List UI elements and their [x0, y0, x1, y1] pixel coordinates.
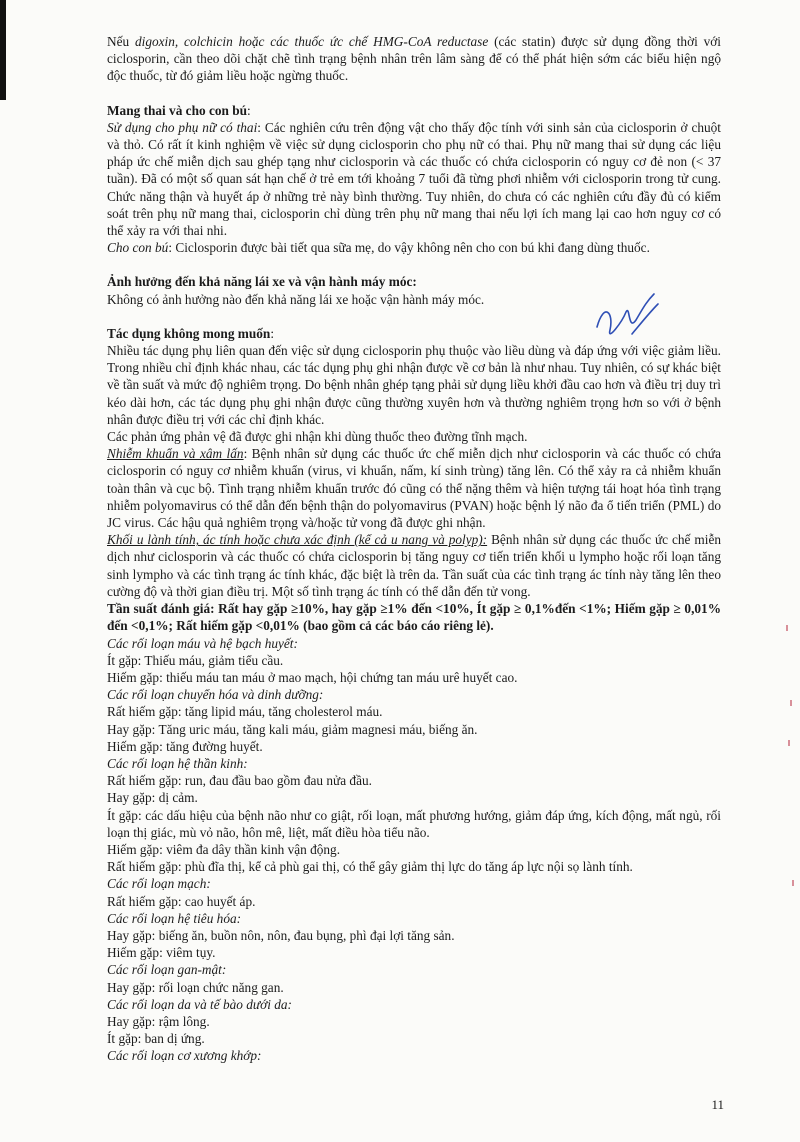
category-heading	[107, 875, 721, 892]
scan-mark	[788, 740, 790, 746]
text-run: Các phản ứng phản vệ đã được ghi nhận khi dùng thuốc theo đường tĩnh mạch.	[107, 429, 528, 445]
text-run: (các statin) được sử dụng đồng thời với ciclosporin, cần theo dõi chặt chẽ tình trạng bệnh nhân trên lâm sàng để có thể phát hiện sớm các biểu hiện ngộ độc thuốc, từ đó giảm liều hoặc ngừng thuốc.	[107, 34, 722, 84]
text-run: Các rối loạn hệ tiêu hóa:	[107, 910, 242, 926]
text-run: Các rối loạn gan-mật:	[107, 962, 227, 978]
text-run: : Ciclosporin được bài tiết qua sữa mẹ, do vậy không nên cho con bú khi đang dùng thuốc.	[168, 240, 650, 256]
text-run: Các rối loạn cơ xương khớp:	[107, 1048, 262, 1064]
text-run: Khối u lành tính, ác tính hoặc chưa xác định (kể cả u nang và polyp):	[107, 532, 488, 548]
text-run: Các rối loạn mạch:	[107, 876, 211, 892]
text-run: Các rối loạn máu và hệ bạch huyết:	[107, 635, 298, 651]
list-item	[107, 841, 721, 858]
category-heading	[107, 961, 721, 978]
category-heading	[107, 1047, 721, 1064]
page-number: 11	[711, 1097, 724, 1112]
list-item	[107, 738, 721, 755]
text-run: Ảnh hưởng đến khả năng lái xe và vận hành máy móc:	[107, 274, 417, 290]
heading-driving	[107, 273, 721, 290]
list-item	[107, 772, 721, 789]
text-run: Nhiễm khuẩn và xâm lấn	[107, 446, 244, 462]
category-heading	[107, 755, 721, 772]
text-run: Sử dụng cho phụ nữ có thai	[107, 119, 258, 135]
paragraph-pregnancy	[107, 119, 721, 239]
list-item	[107, 789, 721, 806]
paragraph-breastfeeding	[107, 239, 721, 256]
text-run: :	[270, 325, 275, 341]
text-run: Ít gặp: Thiếu máu, giảm tiểu cầu.	[107, 652, 284, 668]
text-run: Nếu	[107, 34, 135, 49]
text-run: Nhiều tác dụng phụ liên quan đến việc sử dụng ciclosporin phụ thuộc vào liều dùng và đáp ứng với việc giảm liều. Trong nhiều chỉ định khác nhau, các tác dụng phụ ghi nhận được về cơ bản là như nhau. Tuy nhiên, có sự khác biệt về tần suất và mức độ nghiêm trọng. Do bệnh nhân ghép tạng phải sử dụng liều khởi đầu cao hơn và điều trị duy trì kéo dài hơn, các tác dụng phụ ghi nhận được cũng thường xuyên hơn và thường nghiêm trọng hơn so với ở bệnh nhân được điều trị với các chỉ định khác.	[107, 343, 721, 427]
paragraph-side-effects-intro	[107, 342, 721, 428]
text-run: Mang thai và cho con bú	[107, 102, 248, 118]
list-item	[107, 669, 721, 686]
text-run: Rất hiếm gặp: cao huyết áp.	[107, 893, 256, 909]
heading-pregnancy	[107, 102, 721, 119]
binding-mark	[0, 0, 6, 100]
category-heading	[107, 910, 721, 927]
text-run: Hiếm gặp: thiếu máu tan máu ở mao mạch, hội chứng tan máu urê huyết cao.	[107, 669, 518, 685]
list-item	[107, 927, 721, 944]
text-run: Hay gặp: Tăng uric máu, tăng kali máu, giảm magnesi máu, biếng ăn.	[107, 721, 478, 737]
scan-mark	[790, 700, 792, 706]
text-run: Hiếm gặp: tăng đường huyết.	[107, 738, 263, 754]
text-run: : Bệnh nhân sử dụng các thuốc ức chế miễn dịch như ciclosporin và các thuốc có chứa ciclosporin có nguy cơ nhiễm khuẩn (virus, vi khuẩn, nấm, kí sinh trùng) tăng lên. Có thể xảy ra cả nhiễm khuẩn toàn thân và cục bộ. Tình trạng nhiễm khuẩn trước đó cũng có thể nặng thêm và hiện tượng tái hoạt hóa tình trạng nhiễm polyomavirus có thể dẫn đến bệnh thận do polyomavirus (PVAN) hoặc bệnh lý não đa ổ tiến triển (PML) do JC virus. Các hậu quả nghiêm trọng và/hoặc tử vong đã được ghi nhận.	[107, 446, 722, 531]
list-item	[107, 652, 721, 669]
text-run: Hay gặp: dị cảm.	[107, 790, 198, 806]
text-run: Rất hiếm gặp: tăng lipid máu, tăng cholesterol máu.	[107, 704, 383, 720]
text-run: Các rối loạn chuyển hóa và dinh dưỡng:	[107, 687, 324, 703]
document-body	[107, 33, 721, 1065]
paragraph-tumor	[107, 531, 721, 600]
scan-mark	[786, 625, 788, 631]
paragraph-drug-interaction	[107, 33, 721, 85]
text-run: Cho con bú	[107, 240, 169, 256]
text-run: Hay gặp: biếng ăn, buồn nôn, nôn, đau bụng, phì đại lợi tăng sản.	[107, 927, 455, 943]
list-item	[107, 858, 721, 875]
text-run: Không có ảnh hưởng nào đến khả năng lái xe hoặc vận hành máy móc.	[107, 291, 485, 307]
text-run: Hay gặp: rối loạn chức năng gan.	[107, 979, 284, 995]
text-run: : Các nghiên cứu trên động vật cho thấy độc tính với sinh sản của ciclosporin ở chuột và thỏ. Có rất ít kinh nghiệm về việc sử dụng ciclosporin cho phụ nữ có thai. Phụ nữ mang thai sử dụng các liệu pháp ức chế miễn dịch sau ghép tạng như ciclosporin và các thuốc có chứa ciclosporin có nguy cơ đẻ non (< 37 tuần). Đã có một số quan sát hạn chế ở trẻ em tới khoảng 7 tuổi đã từng phơi nhiễm với ciclosporin trong tử cung. Chức năng thận và huyết áp ở những trẻ này bình thường. Tuy nhiên, do chưa có các nghiên cứu đầy đủ có kiểm soát trên phụ nữ mang thai, ciclosporin chỉ dùng trên phụ nữ mang thai nếu lợi ích mang lại cao hơn nguy cơ có thể xảy ra với thai nhi.	[107, 119, 721, 239]
text-run: digoxin, colchicin hoặc các thuốc ức chế HMG-CoA reductase	[134, 34, 489, 49]
paragraph-infection	[107, 445, 721, 531]
paragraph-driving	[107, 291, 721, 308]
text-run: Bệnh nhân sử dụng các thuốc ức chế miễn dịch như ciclosporin và các thuốc có chứa ciclosporin bị tăng nguy cơ tiến triển khối u lympho hoặc rối loạn tăng sinh lympho và các tình trạng ác tính khác, đặc biệt là trên da. Tần suất của các tình trạng ác tính này tăng lên theo cường độ và thời gian điều trị. Một số tình trạng ác tính có thể dẫn đến tử vong.	[107, 532, 722, 599]
text-run: Ít gặp: các dấu hiệu của bệnh não như co giật, rối loạn, mất phương hướng, giảm đáp ứng, kích động, mất ngủ, rối loạn thị giác, mù vỏ não, hôn mê, liệt, mất điều hòa tiểu não.	[107, 807, 721, 840]
list-item	[107, 893, 721, 910]
paragraph-anaphylaxis	[107, 428, 721, 445]
list-item	[107, 721, 721, 738]
text-run: Hay gặp: rậm lông.	[107, 1013, 210, 1029]
text-run: Tần suất đánh giá: Rất hay gặp ≥10%, hay gặp ≥1% đến <10%, Ít gặp ≥ 0,1%đến <1%; Hiếm gặp ≥ 0,01% đến <0,1%; Rất hiếm gặp <0,01% (bao gồm cả các báo cáo riêng lẻ).	[107, 601, 721, 634]
list-item	[107, 979, 721, 996]
list-item	[107, 944, 721, 961]
text-run: Tác dụng không mong muốn	[107, 325, 271, 341]
text-run: Các rối loạn da và tế bào dưới da:	[107, 996, 292, 1012]
list-item	[107, 807, 721, 841]
category-heading	[107, 635, 721, 652]
text-run: :	[247, 102, 251, 118]
list-item	[107, 1030, 721, 1047]
list-item	[107, 703, 721, 720]
text-run: Ít gặp: ban dị ứng.	[107, 1031, 205, 1047]
category-heading	[107, 996, 721, 1013]
text-run: Rất hiếm gặp: phù đĩa thị, kể cả phù gai thị, có thể gây giảm thị lực do tăng áp lực nội sọ lành tính.	[107, 859, 633, 875]
heading-side-effects	[107, 325, 721, 342]
text-run: Hiếm gặp: viêm đa dây thần kinh vận động.	[107, 841, 341, 857]
text-run: Hiếm gặp: viêm tụy.	[107, 945, 216, 961]
text-run: Các rối loạn hệ thần kinh:	[107, 755, 248, 771]
text-run: Rất hiếm gặp: run, đau đầu bao gồm đau nửa đầu.	[107, 773, 372, 789]
scan-mark	[792, 880, 794, 886]
adverse-effects-list	[107, 635, 721, 1065]
list-item	[107, 1013, 721, 1030]
category-heading	[107, 686, 721, 703]
paragraph-frequency	[107, 600, 721, 634]
